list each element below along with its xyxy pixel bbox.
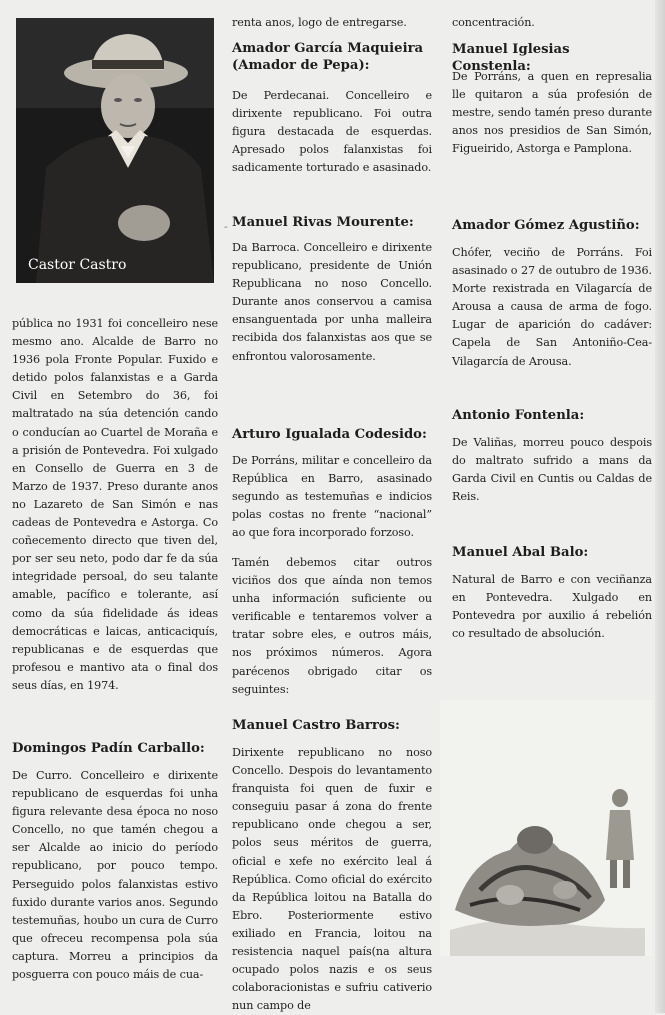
divider-mark: -: [224, 220, 228, 233]
manuel-castro-text: Dirixente republicano no noso Concello. Despois do levantamento franquista foi quen de fuxir e conseguiu pasar á zona do frente republicano onde chegou a ser, polos seus méritos de guerra, oficial e xefe no exército leal á República. Como oficial do exército da República loitou na Batalla do Ebro. Posteriormente estivo exiliado en Francia, loitou na resistencia naquel país(na altura ocupado polos nazis e os seus colaboracionistas e sufriu cativerio nun campo de: [232, 746, 432, 1013]
manuel-rivas-text: Da Barroca. Concelleiro e dirixente republicano, presidente de Unión Republicana no noso Concello. Durante anos conservou a camisa ensanguentada por unha malleira recibida dos falanxistas aos que se enfrontou valorosamente.: [232, 241, 432, 363]
amador-gomez-title: Amador Gómez Agustiño:: [452, 218, 640, 233]
portrait-image: [16, 18, 214, 283]
manuel-iglesias-title: Manuel Iglesias Constenla:: [452, 42, 570, 74]
illustration-image: [440, 700, 652, 956]
war-illustration: [440, 700, 652, 956]
continued-text-right: concentración.: [452, 16, 535, 29]
amador-garcia-text: De Perdecanai. Concelleiro e dirixente republicano. Foi outra figura destacada de esquerdas. Apresado polos falanxistas foi sadicamente torturado e asasinado.: [232, 89, 432, 175]
manuel-abal-title: Manuel Abal Balo:: [452, 545, 589, 560]
continued-text: renta anos, logo de entregarse.: [232, 16, 407, 29]
antonio-fontenla-text: De Valiñas, morreu pouco despois do maltrato sufrido a mans da Garda Civil en Cuntis ou Caldas de Reis.: [452, 436, 652, 504]
amador-gomez-text: Chófer, veciño de Porráns. Foi asasinado o 27 de outubro de 1936. Morte rexistrada en Vilagarcía de Arousa a causa de arma de fogo. Lugar de aparición do cadáver: Capela de San Antoniño-Cea-Vilagarcía de Arousa.: [452, 246, 652, 368]
manuel-castro-title: Manuel Castro Barros:: [232, 718, 400, 733]
domingos-padin-title: Domingos Padín Carballo:: [12, 741, 205, 756]
amador-garcia-title: Amador García Maquieira (Amador de Pepa):: [232, 41, 424, 73]
page-edge: [655, 0, 665, 1013]
arturo-igualada-text: De Porráns, militar e concelleiro da República en Barro, asasinado segundo as testemuñas e indicios polas costas no frente “nacional” ao que fora incorporado forzoso.: [232, 454, 432, 540]
intro-paragraph: Tamén debemos citar outros viciños dos que aínda non temos unha información suficiente ou verificable e tentaremos volver a tratar sobre eles, e outros máis, nos próximos números. Agora parécenos obrigado citar os seguintes:: [232, 556, 432, 696]
manuel-rivas-title: Manuel Rivas Mourente:: [232, 215, 414, 230]
domingos-padin-text: De Curro. Concelleiro e dirixente republicano de esquerdas foi unha figura relevante desa época no noso Concello, no que tamén chegou a ser Alcalde ao inicio do período republicano, por pouco tempo. Perseguido polos falanxistas estivo fuxido durante varios anos. Segundo testemuñas, houbo un cura de Curro que ofreceu recompensa pola súa captura. Morreu a principios da posguerra con pouco máis de cua-: [12, 769, 218, 982]
antonio-fontenla-title: Antonio Fontenla:: [452, 408, 585, 423]
portrait-photo: [16, 18, 214, 283]
manuel-iglesias-text: De Porráns, a quen en represalia lle quitaron a súa profesión de mestre, sendo tamén preso durante anos nos presidios de San Simón, Figueirido, Astorga e Pamplona.: [452, 70, 652, 156]
manuel-abal-text: Natural de Barro e con veciñanza en Pontevedra. Xulgado en Pontevedra por auxilio á rebelión co resultado de absolución.: [452, 573, 652, 641]
photo-caption: Castor Castro: [28, 257, 127, 273]
arturo-igualada-title: Arturo Igualada Codesido:: [232, 427, 427, 442]
castor-castro-text: pública no 1931 foi concelleiro nese mesmo ano. Alcalde de Barro no 1936 pola Fronte Popular. Fuxido e detido polos falanxistas e a Garda Civil en Setembro do 36, foi maltratado na súa detención cando o conducían ao Cuartel de Moraña e a prisión de Pontevedra. Foi xulgado en Consello de Guerra en 3 de Marzo de 1937. Preso durante anos no Lazareto de San Simón e nas cadeas de Pontevedra e Astorga. Co coñecemento directo que tiven del, por ser seu neto, podo dar fe da súa integridade persoal, do seu talante amable, pacífico e tolerante, así como da súa fidelidade ás ideas democráticas e laicas, anticaciquís, republicanas e de esquerdas que profesou e mantivo ata o final dos seus días, en 1974.: [12, 317, 218, 692]
